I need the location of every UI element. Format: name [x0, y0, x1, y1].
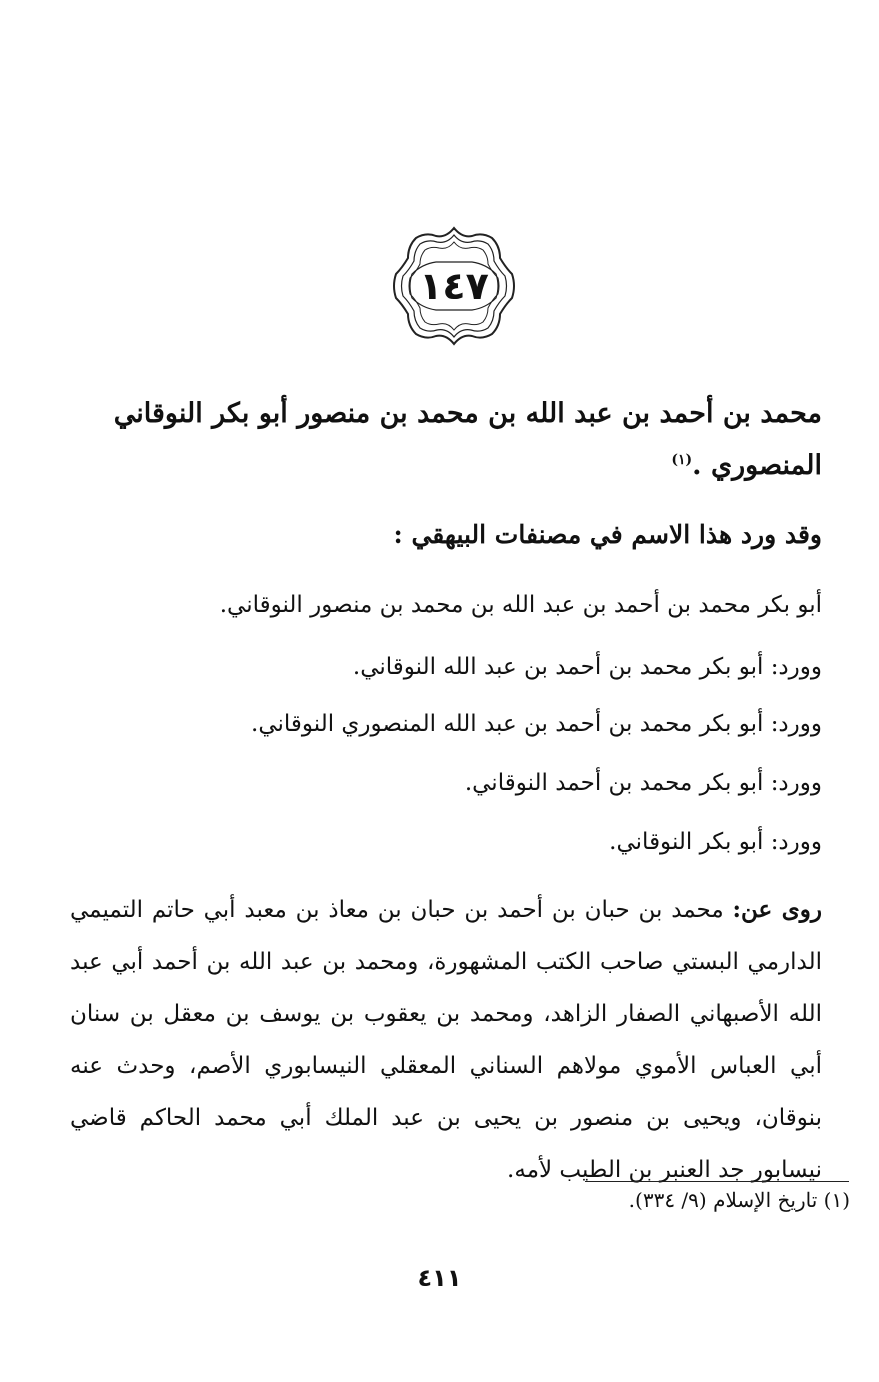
name-form-text: أبو بكر محمد بن أحمد بن عبد الله المنصوري النوقاني. [251, 711, 764, 737]
name-form-row [70, 770, 822, 796]
name-form-text: أبو بكر محمد بن أحمد بن عبد الله النوقاني. [352, 654, 764, 680]
name-form-row [70, 829, 822, 855]
name-form-text: أبو بكر محمد بن أحمد بن عبد الله بن محمد بن منصور النوقاني. [219, 592, 822, 618]
name-form-row [70, 711, 822, 737]
page-number: ٤١١ [417, 1264, 462, 1292]
footnote-divider [585, 1181, 849, 1182]
name-form-label: وورد: [770, 770, 822, 796]
name-form-label: وورد: [770, 654, 822, 680]
name-form-text: أبو بكر النوقاني. [609, 829, 764, 855]
entry-title-text: المنصوري . [692, 450, 822, 481]
name-form-label: وورد: [770, 711, 822, 737]
name-form-text: أبو بكر محمد بن أحمد النوقاني. [464, 770, 764, 796]
footnote-text: (١) تاريخ الإسلام (٩/ ٣٣٤). [628, 1188, 850, 1212]
narration-text: محمد بن حبان بن أحمد بن حبان بن معاذ بن معبد أبي حاتم التميمي الدارمي البستي صاحب الكتب المشهورة، ومحمد بن عبد الله بن أحمد أبي عبد الله الأصبهاني الصفار الزاهد، ومحمد بن يعقوب بن يوسف بن معقل بن سنان أبي العباس الأموي مولاهم السناني المعقلي النيسابوري الأصم، وحدث عنه بنوقان، ويحيى بن منصور بن يحيى بن عبد الملك أبي محمد الحاكم قاضي نيسابور جد العنبر بن الطيب لأمه. [70, 897, 822, 1183]
narration-paragraph [70, 884, 822, 1196]
name-form-row [70, 592, 822, 618]
intro-heading: وقد ورد هذا الاسم في مصنفات البيهقي : [393, 520, 822, 549]
footnote-marker: (١) [671, 452, 693, 468]
name-form-row [70, 654, 822, 680]
name-form-label: وورد: [770, 829, 822, 855]
entry-number: ١٤٧ [419, 264, 489, 308]
entry-number-ornament [392, 224, 516, 348]
entry-title-line-2 [70, 450, 822, 481]
narration-label: روى عن: [732, 896, 822, 923]
entry-title-line-1: محمد بن أحمد بن عبد الله بن محمد بن منصور أبو بكر النوقاني [113, 398, 822, 429]
